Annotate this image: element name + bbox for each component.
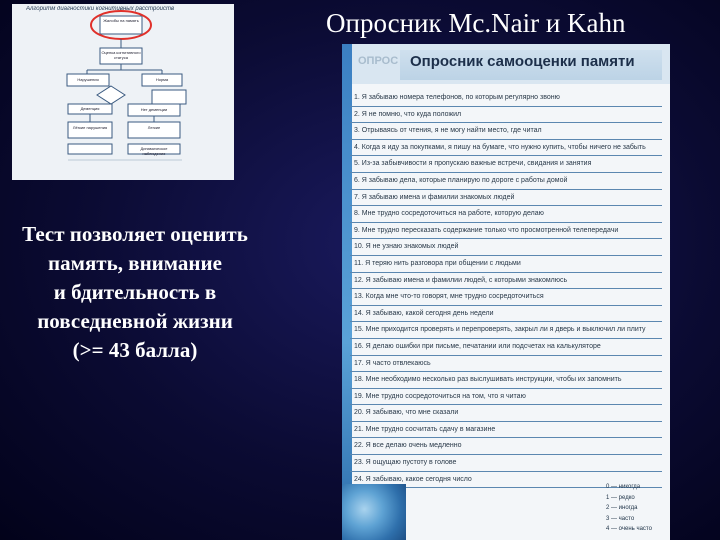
question-item: 9. Мне трудно пересказать содержание только что просмотренной телепередачи <box>350 223 662 240</box>
scoring-scale <box>606 482 670 535</box>
question-item: 14. Я забываю, какой сегодня день недели <box>350 306 662 323</box>
flow-label-mild: Лёгкие нарушения <box>72 125 108 130</box>
flow-label-light: Легкие <box>147 125 161 130</box>
flow-label-top: Жалобы на память <box>103 18 139 23</box>
decorative-image <box>342 484 406 540</box>
flow-label-dementia: Деменция <box>80 106 100 111</box>
flow-label-normal: Норма <box>155 77 169 82</box>
description-line: и бдительность в <box>53 280 217 304</box>
slide-title: Опросник Mc.Nair и Kahn <box>326 8 626 38</box>
questionnaire-heading: Опросник самооценки памяти <box>410 53 635 70</box>
test-description <box>4 220 266 365</box>
question-item: 22. Я все делаю очень медленно <box>350 438 662 455</box>
question-item: 10. Я не узнаю знакомых людей <box>350 239 662 256</box>
description-line: повседневной жизни <box>37 309 233 333</box>
questionnaire-items <box>350 90 662 488</box>
question-item: 2. Я не помню, что куда положил <box>350 107 662 124</box>
flow-label-impaired: Нарушения <box>77 77 99 82</box>
question-item: 3. Отрываясь от чтения, я не могу найти место, где читал <box>350 123 662 140</box>
scale-item: 4 — очень часто <box>606 526 652 533</box>
question-item: 5. Из-за забывчивости я пропускаю важные встречи, свидания и занятия <box>350 156 662 173</box>
flowchart-title: Алгоритм диагностики когнитивных расстройств <box>26 6 175 12</box>
description-line: Тест позволяет оценить <box>22 222 248 246</box>
question-item: 12. Я забываю имена и фамилии людей, с которыми знакомлюсь <box>350 273 662 290</box>
flowchart-diagram <box>12 4 234 180</box>
flow-label-assessment: Оценка когнитивного статуса <box>101 50 141 60</box>
flowchart-thumbnail <box>12 4 234 180</box>
description-line: (>= 43 балла) <box>72 338 198 362</box>
question-item: 11. Я теряю нить разговора при общении с людьми <box>350 256 662 273</box>
flow-label-monitoring: Динамическое наблюдение <box>140 146 168 156</box>
question-item: 15. Мне приходится проверять и перепроверять, закрыл ли я дверь и выключил ли плиту <box>350 322 662 339</box>
scale-item: 3 — часто <box>606 515 635 522</box>
scale-item: 0 — никогда <box>606 484 641 490</box>
description-line: память, внимание <box>48 251 222 275</box>
flow-label-no-dementia: Нет деменции <box>140 107 168 112</box>
question-item: 4. Когда я иду за покупками, я пишу на бумаге, что нужно купить, чтобы ничего не забыть <box>350 140 662 157</box>
question-item: 13. Когда мне что-то говорят, мне трудно сосредоточиться <box>350 289 662 306</box>
question-item: 18. Мне необходимо несколько раз выслушивать инструкции, чтобы их запомнить <box>350 372 662 389</box>
question-item: 6. Я забываю дела, которые планирую по дороге с работы домой <box>350 173 662 190</box>
question-item: 16. Я делаю ошибки при письме, печатании или подсчетах на калькуляторе <box>350 339 662 356</box>
scale-item: 2 — иногда <box>606 505 638 512</box>
question-item: 20. Я забываю, что мне сказали <box>350 405 662 422</box>
question-item: 1. Я забываю номера телефонов, по которым регулярно звоню <box>350 90 662 107</box>
question-item: 24. Я забываю, какое сегодня число <box>350 472 662 489</box>
question-item: 7. Я забываю имена и фамилии знакомых людей <box>350 190 662 207</box>
question-item: 17. Я часто отвлекаюсь <box>350 356 662 373</box>
questionnaire-image <box>342 44 670 540</box>
question-item: 23. Я ощущаю пустоту в голове <box>350 455 662 472</box>
scale-item: 1 — редко <box>606 494 635 501</box>
question-item: 21. Мне трудно сосчитать сдачу в магазине <box>350 422 662 439</box>
flow-node-decision <box>97 86 125 104</box>
questionnaire-ghost-heading: ОПРОС <box>358 55 399 67</box>
question-item: 19. Мне трудно сосредоточиться на том, что я читаю <box>350 389 662 406</box>
question-item: 8. Мне трудно сосредоточиться на работе, которую делаю <box>350 206 662 223</box>
